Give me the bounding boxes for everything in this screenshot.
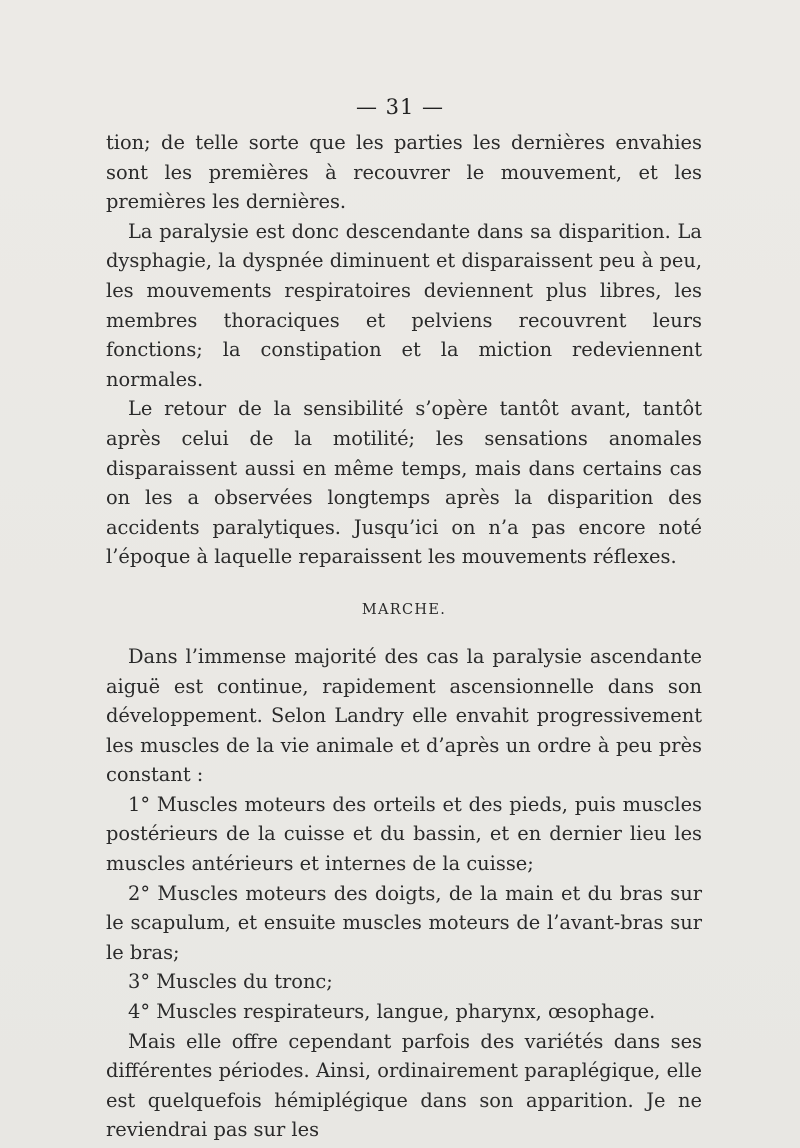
- paragraph-paralysie: La paralysie est donc descendante dans sa disparition. La dysphagie, la dyspnée diminuent et disparaissent peu à peu, les mouvements respiratoires deviennent plus libres, les membres thoraciques et pelviens recouvrent leurs fonctions; la constipation et la miction redeviennent normales.: [106, 219, 702, 391]
- list-item-3: 3° Muscles du tronc;: [128, 970, 333, 994]
- body-text: [106, 128, 702, 1145]
- paragraph-continuation: tion; de telle sorte que les parties les dernières envahies sont les premières à recouvrer le mouvement, et les premières les dernières.: [106, 131, 702, 214]
- page-number: — 31 —: [355, 95, 445, 119]
- section-heading: MARCHE.: [361, 601, 447, 618]
- paragraph-closing: Mais elle offre cependant parfois des variétés dans ses différentes périodes. Ainsi, ordinairement paraplégique, elle est quelquefois hémiplégique dans son apparition. Je ne reviendrai pas sur les: [106, 1029, 702, 1142]
- list-item-2: 2° Muscles moteurs des doigts, de la main et du bras sur le scapulum, et ensuite muscles moteurs de l’avant-bras sur le bras;: [106, 881, 702, 964]
- list-item-1: 1° Muscles moteurs des orteils et des pieds, puis muscles postérieurs de la cuisse et du bassin, et en dernier lieu les muscles antérieurs et internes de la cuisse;: [106, 792, 702, 876]
- paragraph-marche: Dans l’immense majorité des cas la paralysie ascendante aiguë est continue, rapidement ascensionnelle dans son développement. Selon Landry elle envahit progressivement les muscles de la vie animale et d’après un ordre à peu près constant :: [106, 644, 702, 787]
- list-item-4: 4° Muscles respirateurs, langue, pharynx, œsophage.: [128, 1000, 656, 1024]
- paragraph-sensibilite: Le retour de la sensibilité s’opère tantôt avant, tantôt après celui de la motilité; les sensations anomales disparaissent aussi en même temps, mais dans certains cas on les a observées longtemps après la disparition des accidents paralytiques. Jusqu’ici on n’a pas encore noté l’époque à laquelle reparaissent les mouvements réflexes.: [106, 397, 702, 569]
